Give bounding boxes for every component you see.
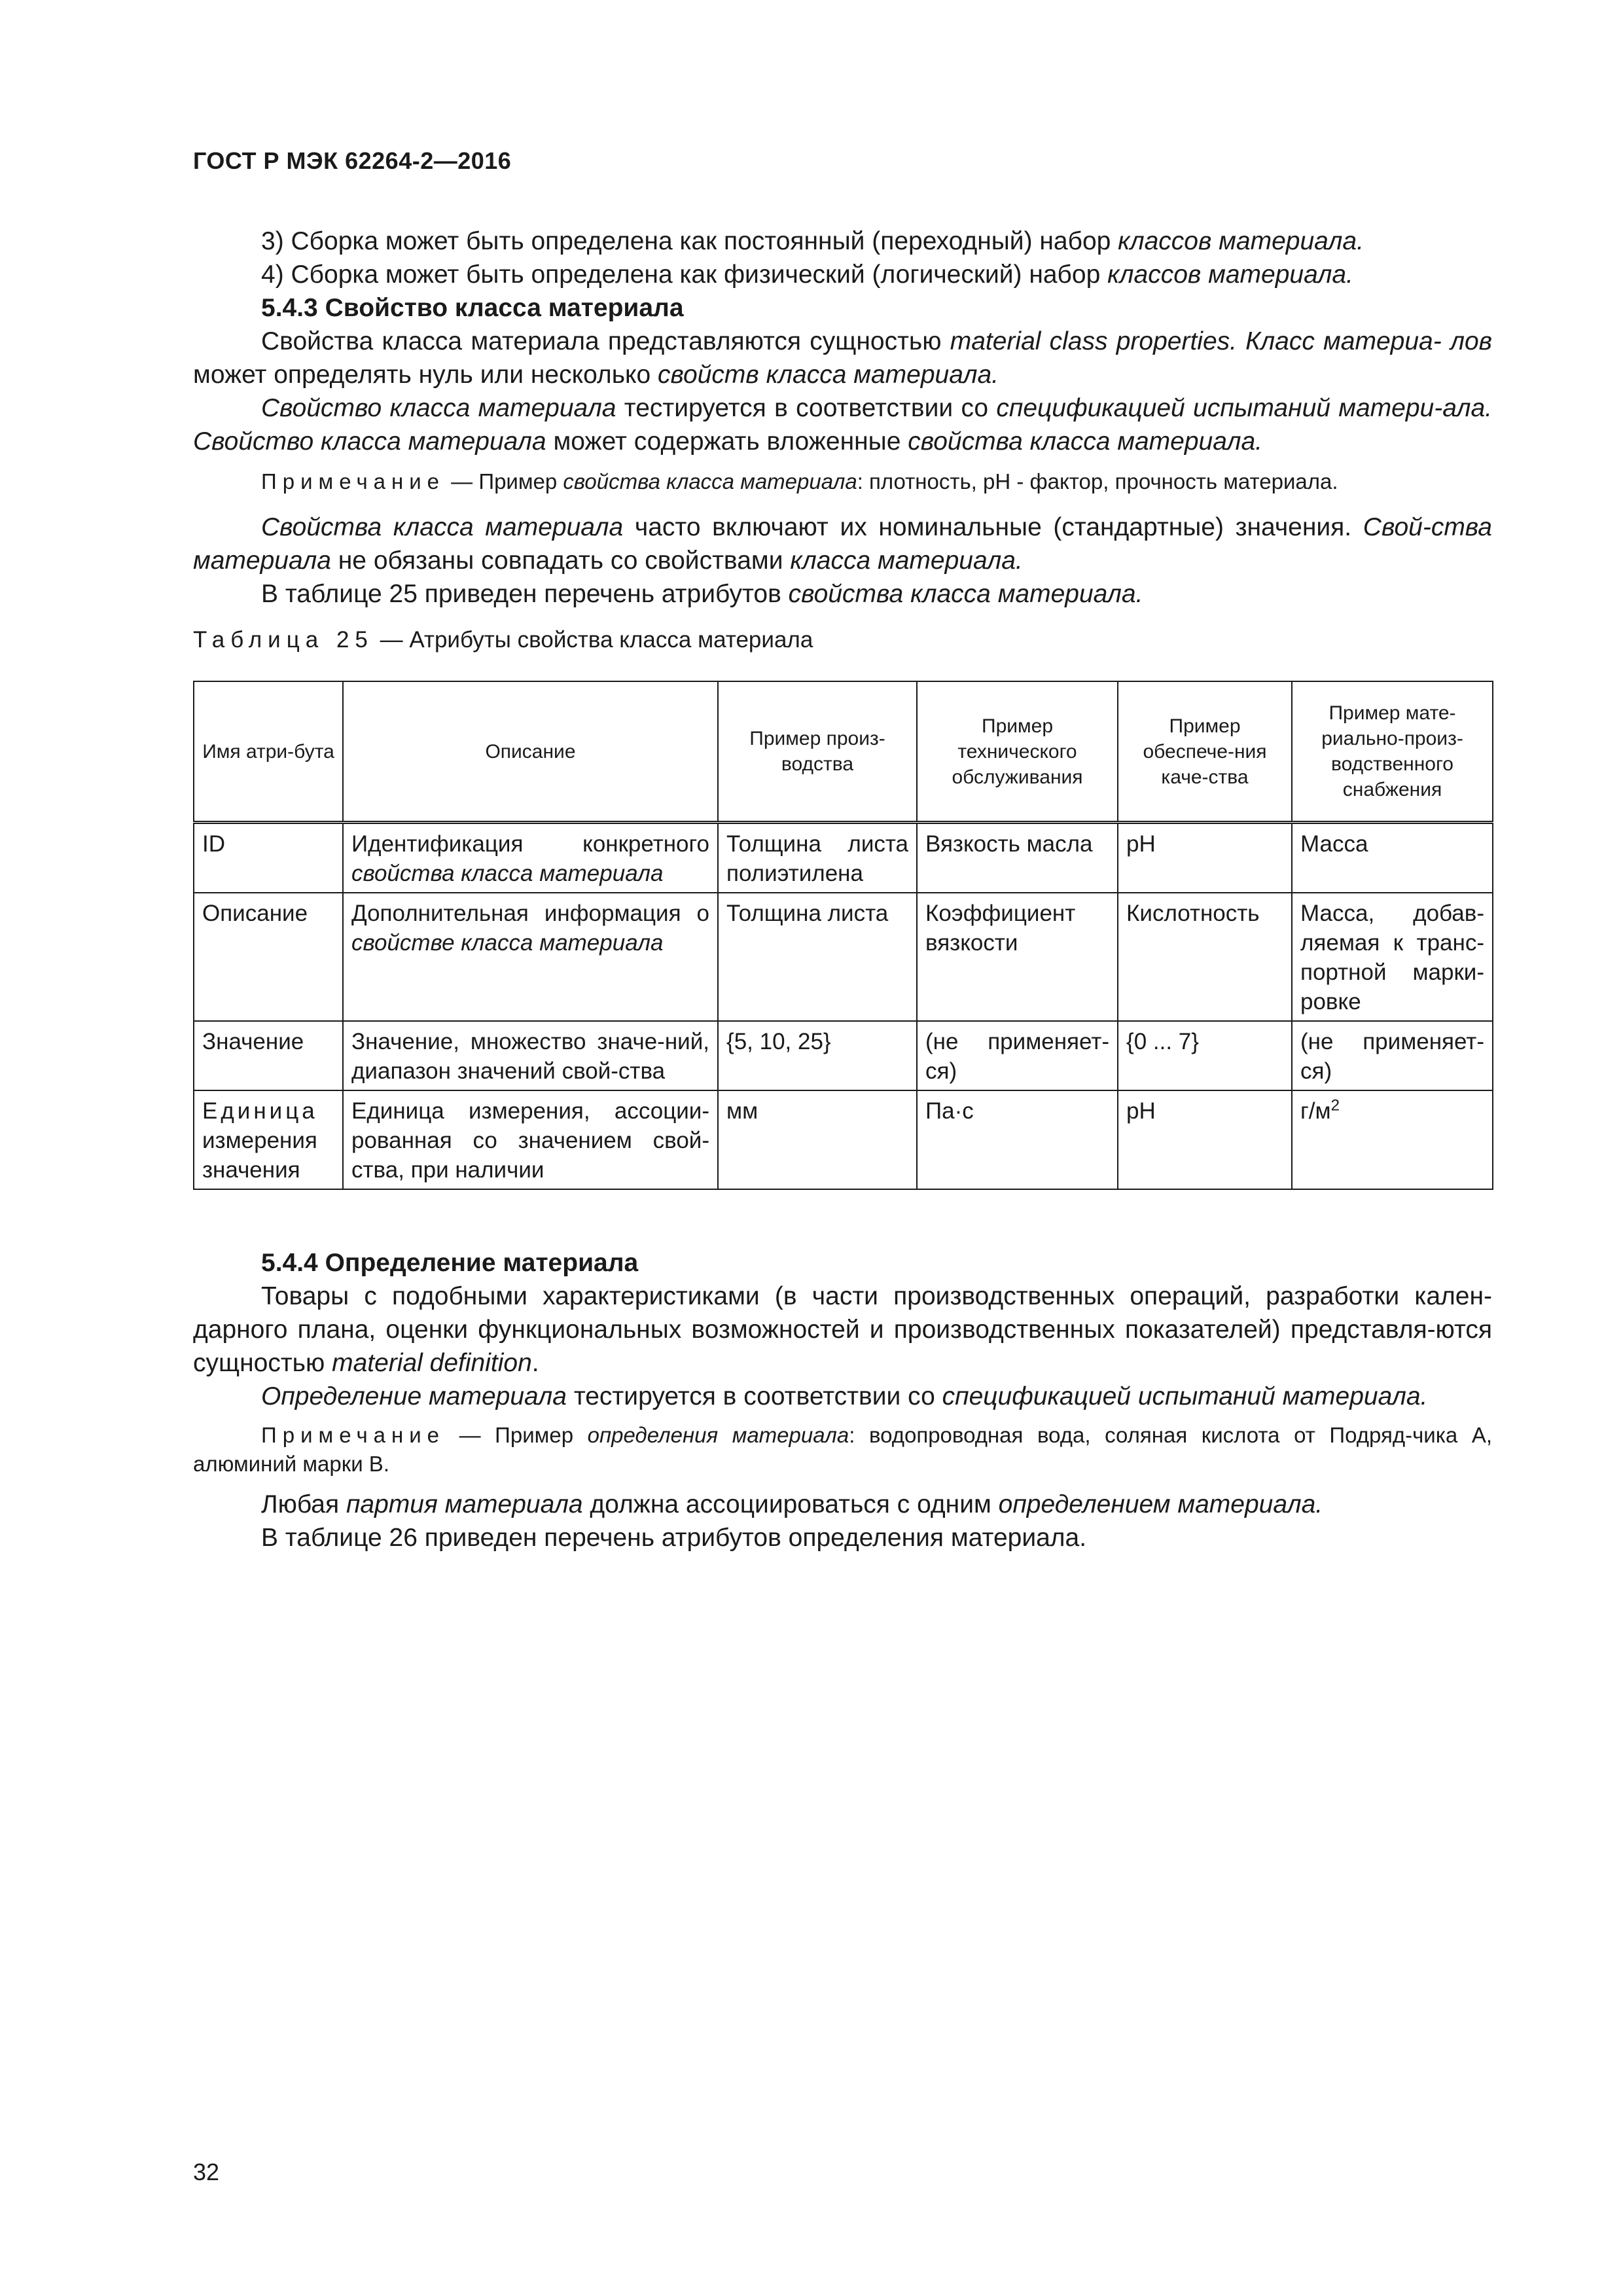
- column-header: Пример технического обслуживания: [917, 681, 1118, 823]
- table-cell: {0 ... 7}: [1118, 1021, 1292, 1090]
- paragraph: Товары с подобными характеристиками (в части производственных операций, разработки кален-дарного плана, оценки функциональных возможностей и производственных показателей) представля-ются сущностью material definition.: [193, 1282, 1492, 1377]
- section-543-cont: [193, 511, 1492, 611]
- table-cell: Описание: [194, 893, 343, 1021]
- table-cell: Единица измерения значения: [194, 1090, 343, 1189]
- table-cell: Коэффициент вязкости: [917, 893, 1118, 1021]
- paragraph: Свойства класса материала представляются сущностью material class properties. Класс материа- лов может определять нуль или несколько свойств класса материала.: [193, 327, 1492, 389]
- table-cell: Идентификация конкретного свойства класса материала: [343, 823, 718, 893]
- note: Примечание — Пример определения материала: водопроводная вода, соляная кислота от Подряд-чика А, алюминий марки В.: [193, 1423, 1493, 1476]
- column-header: Пример произ-водства: [718, 681, 917, 823]
- table-cell: pH: [1118, 823, 1292, 893]
- table-cell: (не применяет-ся): [1292, 1021, 1493, 1090]
- table-cell: Дополнительная информация о свойстве класса материала: [343, 893, 718, 1021]
- table-cell: Масса, добав-ляемая к транс-портной марки-ровке: [1292, 893, 1493, 1021]
- section-heading: 5.4.4 Определение материала: [261, 1249, 639, 1277]
- table-cell: Толщина листа полиэтилена: [718, 823, 917, 893]
- page-number: 32: [193, 2159, 220, 2185]
- table-row: [194, 823, 1493, 893]
- table-cell: Толщина листа: [718, 893, 917, 1021]
- note: Примечание — Пример свойства класса материала: плотность, pH - фактор, прочность материала.: [261, 469, 1338, 493]
- table-cell: Значение: [194, 1021, 343, 1090]
- table-cell: Единица измерения, ассоции-рованная со значением свой-ства, при наличии: [343, 1090, 718, 1189]
- paragraph: 4) Сборка может быть определена как физический (логический) набор классов материала.: [261, 260, 1353, 289]
- table-cell: Вязкость масла: [917, 823, 1118, 893]
- paragraph: Свойство класса материала тестируется в соответствии со спецификацией испытаний матери-ала. Свойство класса материала может содержать вложенные свойства класса материала.: [193, 394, 1492, 456]
- column-header: Пример обеспече-ния каче-ства: [1118, 681, 1292, 823]
- table-cell: мм: [718, 1090, 917, 1189]
- paragraph: Свойства класса материала часто включают их номинальные (стандартные) значения. Свой-ства материала не обязаны совпадать со свойствами класса материала.: [193, 513, 1492, 575]
- table-caption: Таблица 25 — Атрибуты свойства класса материала: [193, 627, 813, 653]
- attributes-table: [193, 681, 1493, 1190]
- column-header: Имя атри-бута: [194, 681, 343, 823]
- paragraph: В таблице 26 приведен перечень атрибутов определения материала.: [261, 1524, 1087, 1552]
- document-header: ГОСТ Р МЭК 62264-2—2016: [193, 147, 512, 174]
- column-header: Описание: [343, 681, 718, 823]
- table-row: [194, 1021, 1493, 1090]
- table-cell: Кислотность: [1118, 893, 1292, 1021]
- paragraph: В таблице 25 приведен перечень атрибутов свойства класса материала.: [261, 580, 1143, 608]
- table-row: [194, 1090, 1493, 1189]
- table-cell: Па·с: [917, 1090, 1118, 1189]
- table-header-row: [194, 681, 1493, 823]
- section-543-block: [193, 224, 1492, 496]
- paragraph: Определение материала тестируется в соответствии со спецификацией испытаний материала.: [261, 1382, 1428, 1410]
- table-cell: $г/м^2$: [1292, 1090, 1493, 1189]
- table-cell: Значение, множество значе-ний, диапазон значений свой-ства: [343, 1021, 718, 1090]
- table-cell: pH: [1118, 1090, 1292, 1189]
- table-row: [194, 893, 1493, 1021]
- paragraph: Любая партия материала должна ассоциироваться с одним определением материала.: [261, 1490, 1323, 1518]
- column-header: Пример мате-риально-произ-водственного снабжения: [1292, 681, 1493, 823]
- table-cell: Масса: [1292, 823, 1493, 893]
- table-cell: (не применяет-ся): [917, 1021, 1118, 1090]
- section-heading: 5.4.3 Свойство класса материала: [261, 294, 684, 322]
- paragraph: 3) Сборка может быть определена как постоянный (переходный) набор классов материала.: [261, 227, 1364, 255]
- table-cell: ID: [194, 823, 343, 893]
- section-544-block: [193, 1246, 1492, 1554]
- table-cell: {5, 10, 25}: [718, 1021, 917, 1090]
